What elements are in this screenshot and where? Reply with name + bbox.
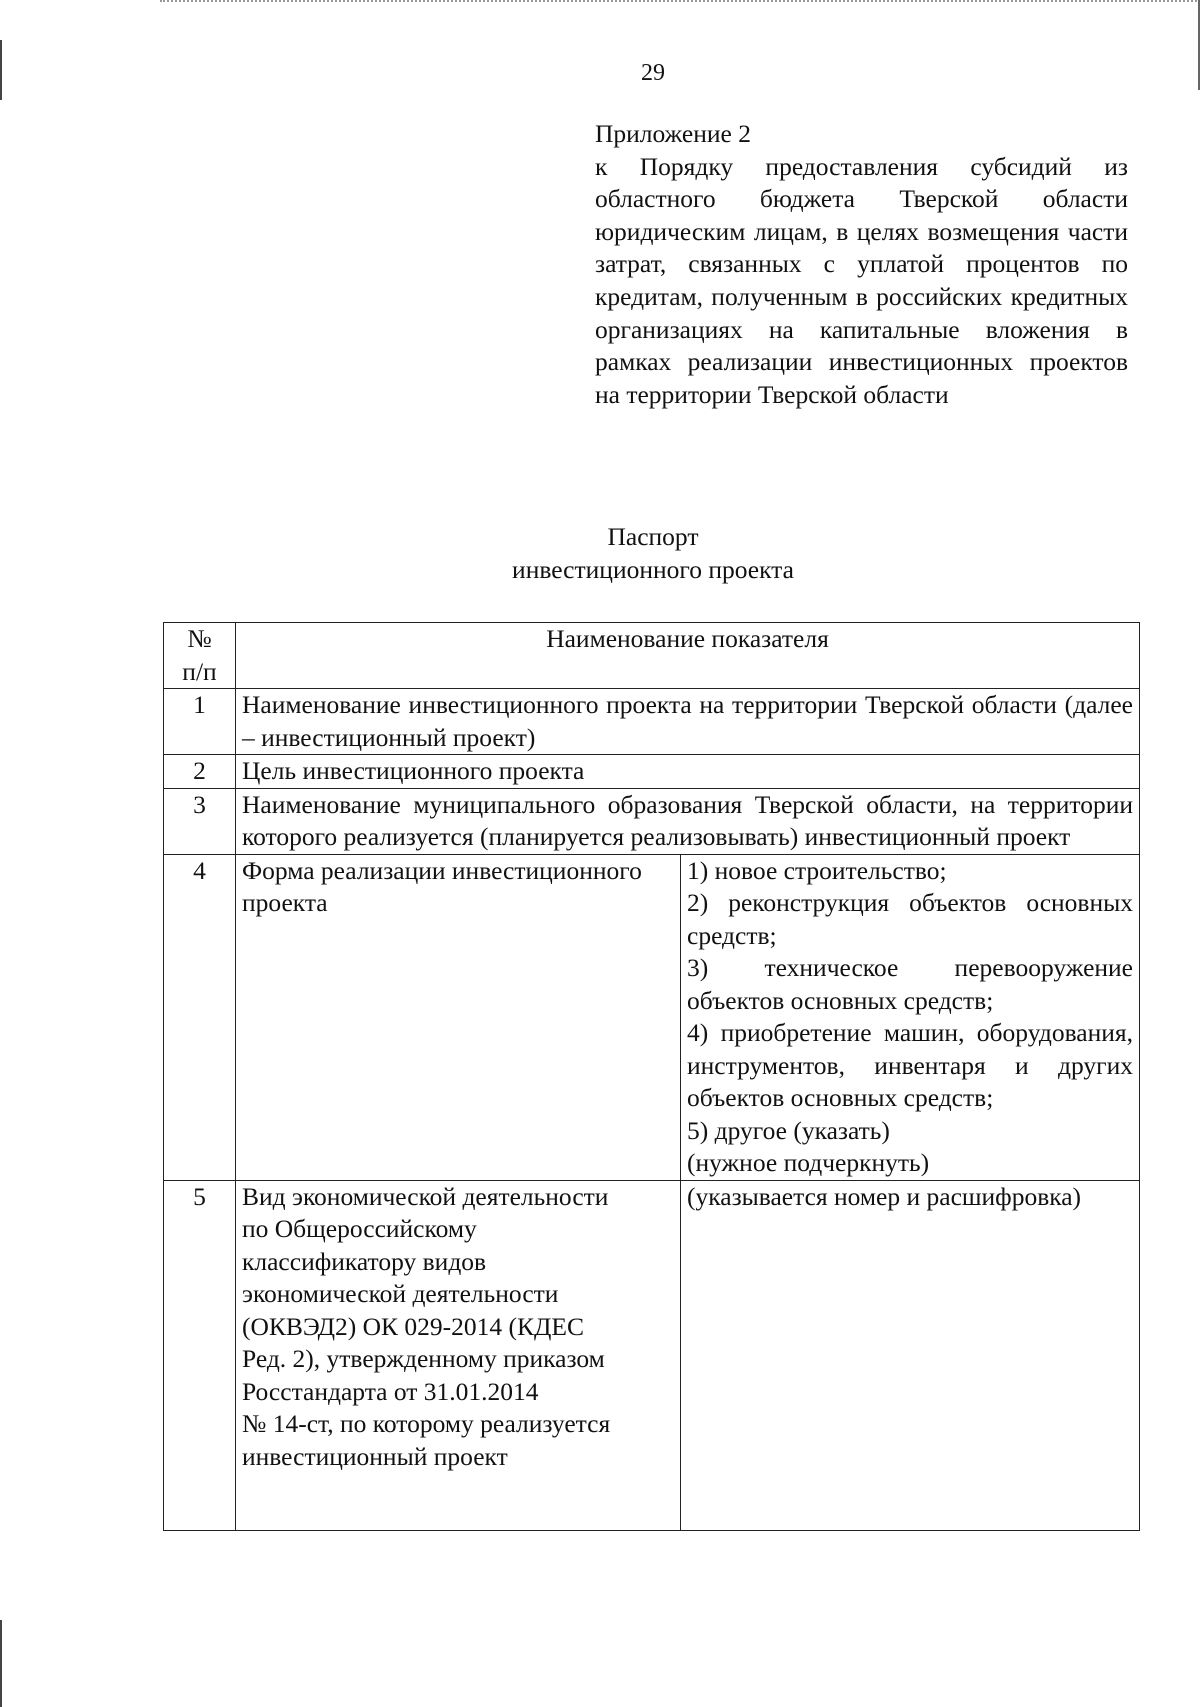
table-row [164, 755, 1140, 789]
label-line: (ОКВЭД2) ОК 029-2014 (КДЕС [242, 1311, 585, 1341]
passport-table [163, 622, 1140, 1531]
page-number: 29 [641, 60, 665, 86]
table-row [164, 854, 1140, 1180]
option-item: 2) реконструкция объектов основных средств; [687, 888, 1133, 950]
row-number: 4 [164, 854, 236, 1180]
header-num-cell [164, 623, 236, 689]
table-header-row [164, 623, 1140, 689]
label-line: № 14-ст, по которому реализуется [242, 1409, 611, 1438]
appendix-text: к Порядку предоставления субсидий из областного бюджета Тверской области юридическим лицам, в целях возмещения части затрат, связанных с уплатой процентов по кредитам, полученным в российских кредитных организациях на капитальные вложения в рамках реализации инвестиционных проектов на территории Тверской области [595, 151, 1128, 409]
label-line: Росстандарта от 31.01.2014 [242, 1376, 539, 1406]
document-title-line2: инвестиционного проекта [512, 555, 794, 584]
header-num-abbr: п/п [182, 656, 217, 686]
scan-artifact-left-bottom [0, 1620, 2, 1707]
label-line: по Общероссийскому [242, 1214, 477, 1243]
label-line: инвестиционный проект [242, 1441, 508, 1471]
appendix-block [595, 118, 1128, 411]
row-number: 5 [164, 1180, 236, 1530]
option-item: (нужное подчеркнуть) [687, 1148, 930, 1177]
document-title-line1: Паспорт [607, 522, 699, 551]
row-text: Цель инвестиционного проекта [236, 755, 1140, 789]
table-row [164, 1180, 1140, 1530]
row-number: 1 [164, 689, 236, 755]
row-label: Форма реализации инвестиционного проекта [236, 854, 681, 1180]
row-text: Наименование муниципального образования Тверской области, на территории которого реализуется (планируется реализовывать) инвестиционный проект [236, 788, 1140, 854]
row-options [681, 854, 1140, 1180]
appendix-title: Приложение 2 [595, 119, 751, 148]
header-num-symbol: № [187, 624, 212, 653]
option-item: 3) техническое перевооружение объектов основных средств; [687, 953, 1133, 1015]
option-item: 5) другое (указать) [687, 1115, 890, 1145]
option-item: 4) приобретение машин, оборудования, инструментов, инвентаря и других объектов основных средств; [687, 1018, 1133, 1112]
row-value: (указывается номер и расшифровка) [681, 1180, 1140, 1530]
label-line: экономической деятельности [242, 1279, 559, 1308]
row-number: 2 [164, 755, 236, 789]
label-line: Вид экономической деятельности [242, 1181, 609, 1211]
document-title [0, 520, 1200, 586]
table-row [164, 689, 1140, 755]
header-name-cell: Наименование показателя [236, 623, 1140, 689]
row-number: 3 [164, 788, 236, 854]
row-text: Наименование инвестиционного проекта на территории Тверской области (далее – инвестиционный проект) [236, 689, 1140, 755]
table-row [164, 788, 1140, 854]
label-line: Ред. 2), утвержденному приказом [242, 1344, 605, 1373]
row-label [236, 1180, 681, 1530]
label-line: классификатору видов [242, 1246, 487, 1276]
scan-artifact-top [160, 0, 1200, 4]
option-item: 1) новое строительство; [687, 855, 947, 885]
